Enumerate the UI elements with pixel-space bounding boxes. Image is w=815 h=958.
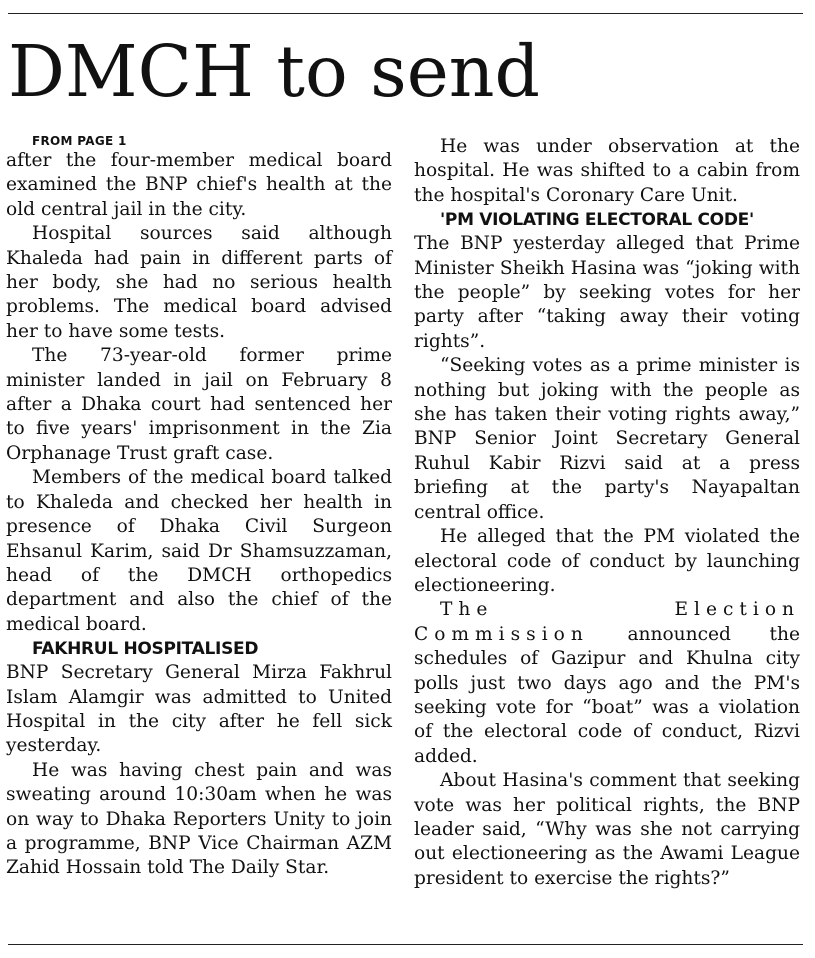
paragraph: after the four-member medical board examined the BNP chief's health at the old central jail in the city. — [6, 150, 392, 220]
paragraph: He alleged that the PM violated the electoral code of conduct by launching electioneering. — [414, 526, 800, 596]
paragraph: Hospital sources said although Khaleda had pain in different parts of her body, she had no serious health problems. The medical board advised her to have some tests. — [6, 223, 392, 342]
headline: DMCH to send — [8, 30, 540, 113]
top-rule — [8, 13, 803, 14]
subhead-pm-violating: 'PM VIOLATING ELECTORAL CODE' — [440, 210, 754, 231]
right-column — [414, 135, 800, 891]
paragraph: He was having chest pain and was sweating around 10:30am when he was on way to Dhaka Reporters Unity to join a programme, BNP Vice Chairman AZM Zahid Hossain told The Daily Star. — [6, 759, 392, 879]
paragraph: About Hasina's comment that seeking vote was her political rights, the BNP leader said, “Why was she not carrying out electioneering as the Awami League president to exercise the rights?” — [414, 770, 800, 889]
paragraph: The BNP yesterday alleged that Prime Minister Sheikh Hasina was “joking with the people” by seeking votes for her party after “taking away their voting rights”. — [414, 233, 800, 352]
jump-line: FROM PAGE 1 — [32, 134, 127, 148]
spaced-lead-text: The Election Commission — [414, 599, 800, 645]
left-column — [6, 133, 392, 881]
paragraph-continuation: announced the schedules of Gazipur and Khulna city polls just two days ago and the PM's seeking vote for “boat” was a violation of the electoral code of conduct, Rizvi added. — [414, 623, 800, 767]
paragraph: He was under observation at the hospital. He was shifted to a cabin from the hospital's Coronary Care Unit. — [414, 136, 800, 206]
subhead-fakhrul: FAKHRUL HOSPITALISED — [32, 639, 259, 660]
paragraph: Members of the medical board talked to Khaleda and checked her health in presence of Dhaka Civil Surgeon Ehsanul Karim, said Dr Shamsuzzaman, head of the DMCH orthopedics department and also the chief of the medical board. — [6, 467, 392, 635]
paragraph: BNP Secretary General Mirza Fakhrul Islam Alamgir was admitted to United Hospital in the city after he fell sick yesterday. — [6, 662, 392, 757]
paragraph: “Seeking votes as a prime minister is nothing but joking with the people as she has taken their voting rights away,” BNP Senior Joint Secretary General Ruhul Kabir Rizvi said at a press briefing at the party's Nayapaltan central office. — [414, 355, 800, 523]
paragraph: The 73-year-old former prime minister landed in jail on February 8 after a Dhaka court had sentenced her to five years' imprisonment in the Zia Orphanage Trust graft case. — [6, 345, 392, 464]
bottom-rule — [8, 944, 803, 945]
paragraph — [414, 598, 800, 769]
